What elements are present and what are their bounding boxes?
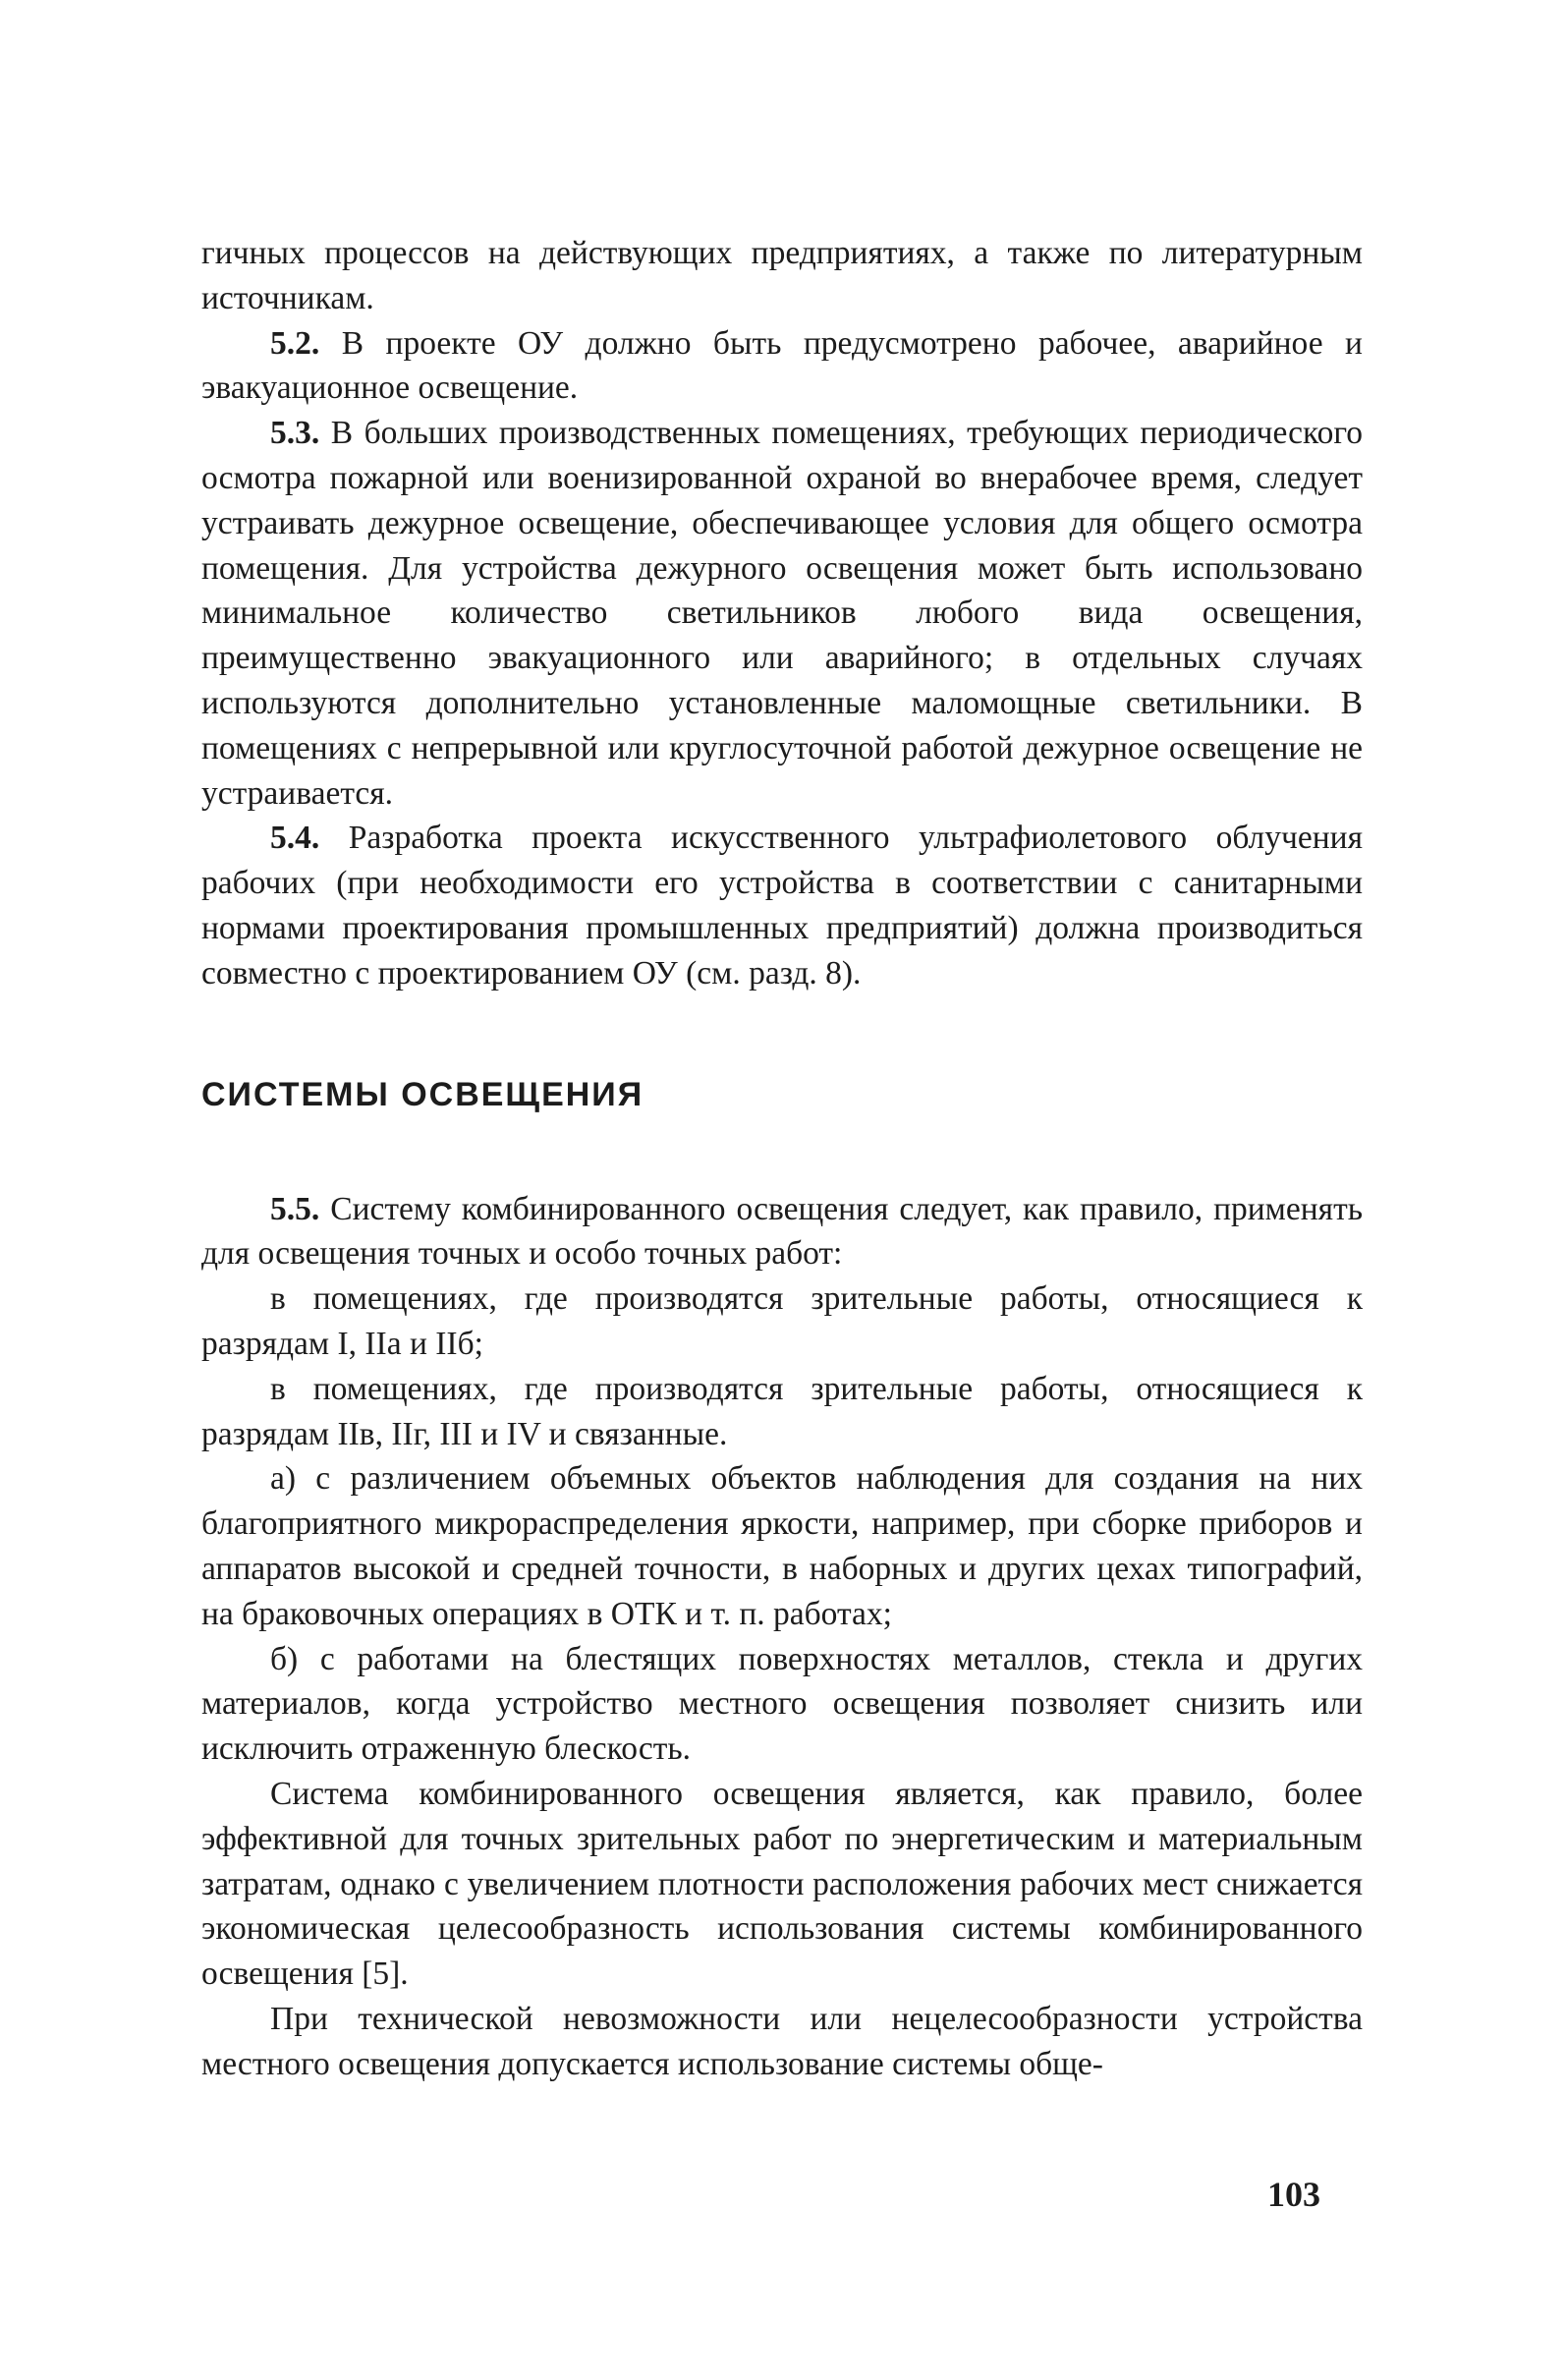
section-number: 5.4. (270, 820, 320, 857)
paragraph-continuation: гичных процессов на действующих предприятиях, а также по литературным источникам. (201, 235, 1363, 316)
list-item: в помещениях, где производятся зрительные работы, относящиеся к разрядам IIв, IIг, III и IV и связанные. (201, 1370, 1363, 1452)
paragraph-5-3: 5.3. В больших производственных помещениях, требующих периодического осмотра пожарной или военизированной охраной во внерабочее время, следует устраивать дежурное освещение, обеспечивающее условия для общего осмотра помещения. Для устройства дежурного освещения может быть использовано минимальное количество светильников любого вида освещения, преимущественно эвакуационного или аварийного; в отдельных случаях используются дополнительно установленные маломощные светильники. В помещениях с непрерывной или круглосуточной работой дежурное освещение не устраивается. (201, 415, 1363, 812)
list-item: а) с различением объемных объектов наблюдения для создания на них благоприятного микрораспределения яркости, например, при сборке приборов и аппаратов высокой и средней точности, в наборных и других цехах типографий, на браковочных операциях в ОТК и т. п. работах; (201, 1460, 1363, 1632)
section-number: 5.5. (270, 1190, 320, 1227)
page-number: 103 (1267, 2175, 1320, 2214)
paragraph: При технической невозможности или нецелесообразности устройства местного освещения допускается использование системы обще- (201, 2000, 1363, 2082)
paragraph-5-2: 5.2. В проекте ОУ должно быть предусмотрено рабочее, аварийное и эвакуационное освещение. (201, 324, 1363, 407)
paragraph-5-5: 5.5. Систему комбинированного освещения следует, как правило, применять для освещения точных и особо точных работ: (201, 1190, 1363, 1273)
section-heading: СИСТЕМЫ ОСВЕЩЕНИЯ (201, 1075, 644, 1113)
list-item: б) с работами на блестящих поверхностях металлов, стекла и других материалов, когда устройство местного освещения позволяет снизить или исключить отраженную блескость. (201, 1640, 1363, 1768)
section-number: 5.3. (270, 415, 320, 452)
page-body (201, 231, 1363, 2086)
list-item: в помещениях, где производятся зрительные работы, относящиеся к разрядам I, IIа и IIб; (201, 1280, 1363, 1362)
section-number: 5.2. (270, 324, 320, 362)
paragraph-5-4: 5.4. Разработка проекта искусственного ультрафиолетового облучения рабочих (при необходимости его устройства в соответствии с санитарными нормами проектирования промышленных предприятий) должна производиться совместно с проектированием ОУ (см. разд. 8). (201, 820, 1363, 992)
paragraph: Система комбинированного освещения является, как правило, более эффективной для точных зрительных работ по энергетическим и материальным затратам, однако с увеличением плотности расположения рабочих мест снижается экономическая целесообразность использования системы комбинированного освещения [5]. (201, 1775, 1363, 1993)
